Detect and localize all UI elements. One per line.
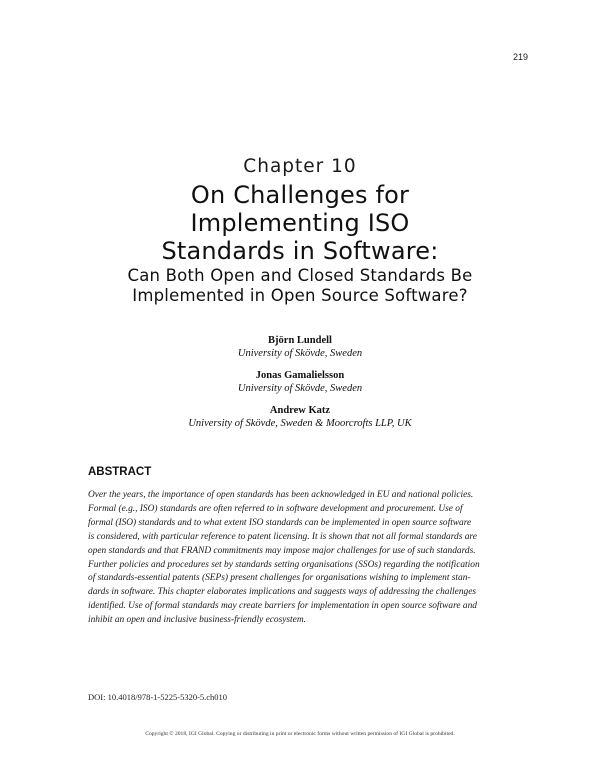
author-block [0, 404, 600, 430]
title-line: Implementing ISO [190, 209, 410, 237]
abstract-line: of standards-essential patents (SEPs) present challenges for organisations wishing to implement stan- [88, 573, 471, 584]
chapter-title [40, 181, 560, 265]
abstract-line: inhibit an open and inclusive business-friendly ecosystem. [88, 615, 306, 626]
doi-text: DOI: 10.4018/978-1-5225-5320-5.ch010 [88, 692, 228, 702]
author-affiliation: University of Skövde, Sweden [237, 383, 363, 394]
author-block [0, 334, 600, 360]
abstract-line: dards in software. This chapter elaborates implications and suggests ways of addressing the challenges [88, 587, 477, 598]
abstract-line: Further policies and procedures set by standards setting organisations (SSOs) regarding the notification [88, 559, 480, 570]
abstract-line: Formal (e.g., ISO) standards are often referred to in software development and procurement. Use of [88, 503, 463, 514]
page-number: 219 [512, 52, 528, 62]
abstract-line: is considered, with particular reference to patent licensing. It is shown that not all formal standards are [88, 531, 477, 542]
title-line: On Challenges for [190, 181, 410, 209]
author-affiliation: University of Skövde, Sweden & Moorcrofts LLP, UK [188, 418, 412, 429]
author-block [0, 369, 600, 395]
chapter-label: Chapter 10 [243, 156, 357, 177]
subtitle-line: Implemented in Open Source Software? [132, 286, 468, 305]
abstract-line: open standards and that FRAND commitments may impose major challenges for use of such standards. [88, 545, 476, 556]
abstract-body [88, 489, 534, 628]
author-name: Andrew Katz [269, 405, 331, 416]
title-line: Standards in Software: [161, 237, 439, 265]
abstract-line: Over the years, the importance of open standards has been acknowledged in EU and national policies. [88, 490, 474, 500]
author-list [0, 334, 600, 439]
author-name: Jonas Gamalielsson [255, 370, 345, 381]
chapter-subtitle [40, 266, 560, 306]
abstract-line: identified. Use of formal standards may create barriers for implementation in open source software and [88, 601, 477, 612]
abstract-line: formal (ISO) standards and to what extent ISO standards can be implemented in open source software [88, 517, 472, 528]
copyright-notice: Copyright © 2018, IGI Global. Copying or distributing in print or electronic forms without written permission of IGI Global is prohibited. [145, 731, 455, 737]
subtitle-line: Can Both Open and Closed Standards Be [127, 266, 473, 285]
author-affiliation: University of Skövde, Sweden [237, 348, 363, 359]
abstract-heading: ABSTRACT [88, 466, 152, 478]
author-name: Björn Lundell [268, 335, 332, 346]
